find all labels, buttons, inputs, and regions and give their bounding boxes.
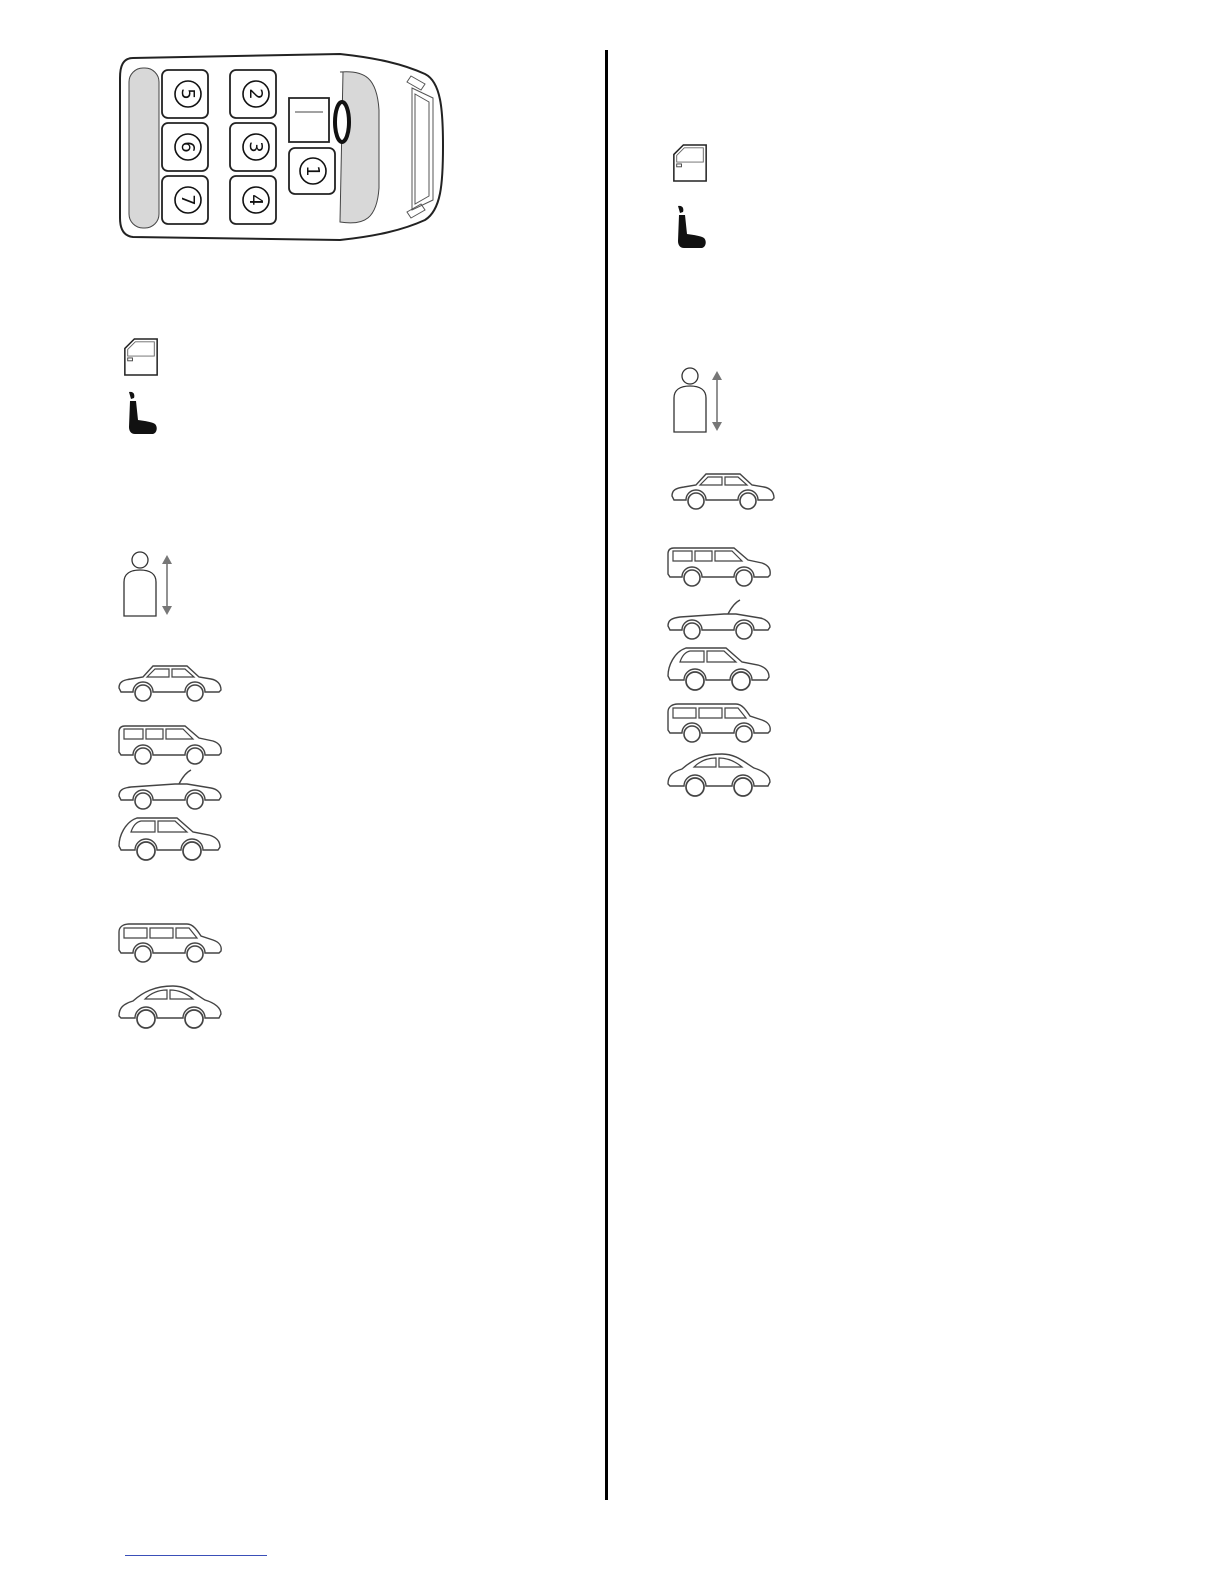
convertible-icon — [115, 766, 225, 810]
minivan-icon — [664, 700, 774, 744]
station-wagon-icon — [664, 544, 774, 588]
hatchback-icon — [664, 644, 774, 692]
seat-icon — [120, 390, 160, 436]
seat-number-1: 1 — [302, 165, 323, 177]
door-icon — [122, 336, 160, 378]
column-divider — [605, 50, 608, 1500]
seat-number-5: 5 — [177, 88, 198, 100]
convertible-icon — [664, 596, 774, 640]
seat-number-6: 6 — [177, 141, 198, 153]
person-height-icon — [122, 550, 182, 620]
seat-number-3: 3 — [245, 141, 266, 153]
person-height-icon — [672, 366, 732, 436]
hatchback-icon — [115, 814, 225, 862]
minivan-icon — [115, 920, 225, 964]
seat-number-4: 4 — [245, 194, 266, 206]
sedan-icon — [668, 468, 778, 512]
coupe-icon — [115, 982, 225, 1030]
seat-number-7: 7 — [177, 194, 198, 206]
seat-number-2: 2 — [245, 88, 266, 100]
seat-layout-diagram — [115, 50, 450, 245]
seat-icon — [669, 204, 709, 250]
coupe-icon — [664, 750, 774, 798]
sedan-icon — [115, 660, 225, 704]
station-wagon-icon — [115, 722, 225, 766]
footer-link-underline[interactable] — [125, 1555, 267, 1556]
door-icon — [671, 142, 709, 184]
